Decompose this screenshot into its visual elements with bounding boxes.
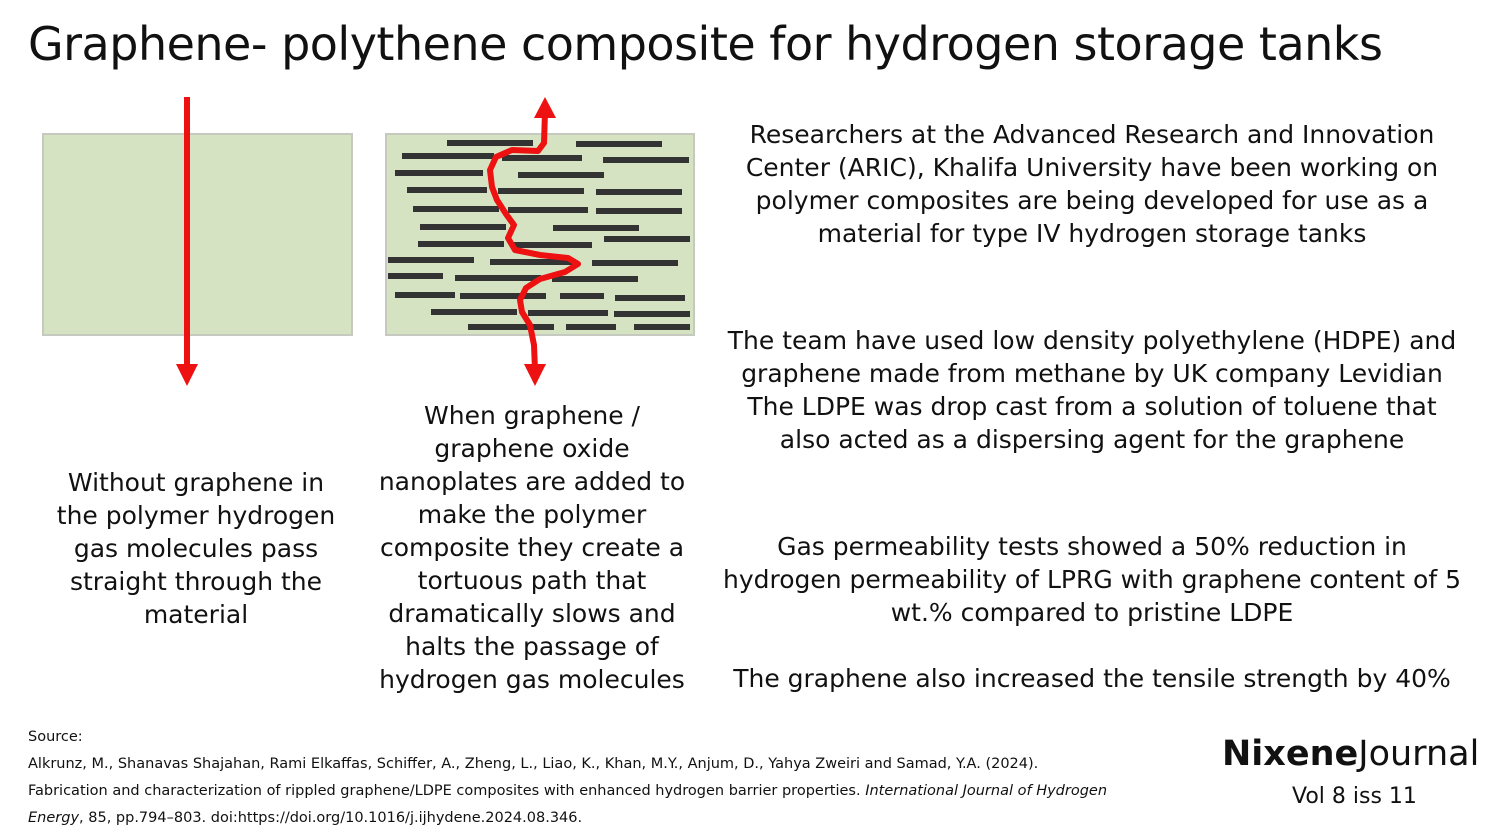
paragraph-permeability: Gas permeability tests showed a 50% reduction in hydrogen permeability of LPRG with graphene content of 5 wt.% compared to pristine LDPE [722, 532, 1462, 627]
source-details: , 85, pp.794–803. doi:https://doi.org/10.1016/j.ijhydene.2024.08.346. [79, 810, 583, 826]
graphene-flake [560, 293, 604, 299]
graphene-flake [431, 309, 517, 315]
graphene-flake [502, 155, 582, 161]
caption-with-graphene: When graphene / graphene oxide nanoplates are added to make the polymer composite they create a tortuous path that dramatically slows and halts the passage of hydrogen gas molecules [378, 401, 686, 694]
composite-polymer-panel [386, 134, 694, 335]
graphene-flake [604, 236, 690, 242]
graphene-flake [566, 324, 616, 330]
graphene-flake [388, 273, 443, 279]
graphene-flake [512, 242, 592, 248]
graphene-flake [615, 295, 685, 301]
issue-label: Vol 8 iss 11 [1292, 784, 1417, 809]
graphene-flake [498, 188, 584, 194]
source-authors: Alkrunz, M., Shanavas Shajahan, Rami Elkaffas, Schiffer, A., Zheng, L., Liao, K., Khan, M.Y., Anjum, D., Yahya Zweiri and Samad, Y.A. (2024). [28, 756, 1039, 772]
permeation-diagram [0, 0, 720, 400]
graphene-flake [553, 225, 639, 231]
graphene-flake [407, 187, 487, 193]
pristine-polymer-panel [43, 134, 352, 335]
source-article-title: Fabrication and characterization of rippled graphene/LDPE composites with enhanced hydrogen barrier properties. [28, 783, 866, 799]
graphene-flake [508, 207, 588, 213]
paragraph-research: Researchers at the Advanced Research and Innovation Center (ARIC), Khalifa University have been working on polymer composites are being developed for use as a material for type IV hydrogen storage tanks [745, 120, 1439, 248]
graphene-flake [592, 260, 678, 266]
tortuous-path-arrowhead-up [534, 97, 556, 118]
graphene-flake [528, 310, 608, 316]
graphene-flake [413, 206, 499, 212]
source-journal: International Journal of Hydrogen Energy [28, 783, 1108, 826]
graphene-flake [388, 257, 474, 263]
graphene-flake [596, 208, 682, 214]
page-title: Graphene- polythene composite for hydrogen storage tanks [28, 17, 1383, 71]
graphene-flake [634, 324, 690, 330]
straight-path-arrowhead [176, 364, 198, 386]
graphene-flake [420, 224, 506, 230]
graphene-flake [418, 241, 504, 247]
tortuous-path-arrowhead-down [524, 364, 546, 386]
source-label: Source: [28, 729, 83, 745]
graphene-flake [614, 311, 690, 317]
graphene-flake [402, 153, 494, 159]
graphene-flake [447, 140, 533, 146]
graphene-flake [596, 189, 682, 195]
source-reference [28, 778, 1128, 832]
graphene-flake [395, 292, 455, 298]
graphene-flake [455, 275, 541, 281]
graphene-flake [460, 293, 546, 299]
graphene-flake [518, 172, 604, 178]
source-citation [28, 724, 1128, 832]
paragraph-tensile: The graphene also increased the tensile strength by 40% [733, 664, 1451, 693]
caption-without-graphene: Without graphene in the polymer hydrogen gas molecules pass straight through the material [56, 468, 336, 629]
brand-logo [1222, 733, 1484, 775]
brand-name-light: Journal [1358, 734, 1480, 774]
graphene-flake [603, 157, 689, 163]
graphene-flake [576, 141, 662, 147]
graphene-flake [395, 170, 483, 176]
graphene-flake [552, 276, 638, 282]
brand-name-bold: Nixene [1222, 734, 1359, 774]
paragraph-materials: The team have used low density polyethylene (HDPE) and graphene made from methane by UK company Levidian The LDPE was drop cast from a solution of toluene that also acted as a dispersing agent for the graphene [727, 326, 1457, 454]
graphene-flake [468, 324, 554, 330]
